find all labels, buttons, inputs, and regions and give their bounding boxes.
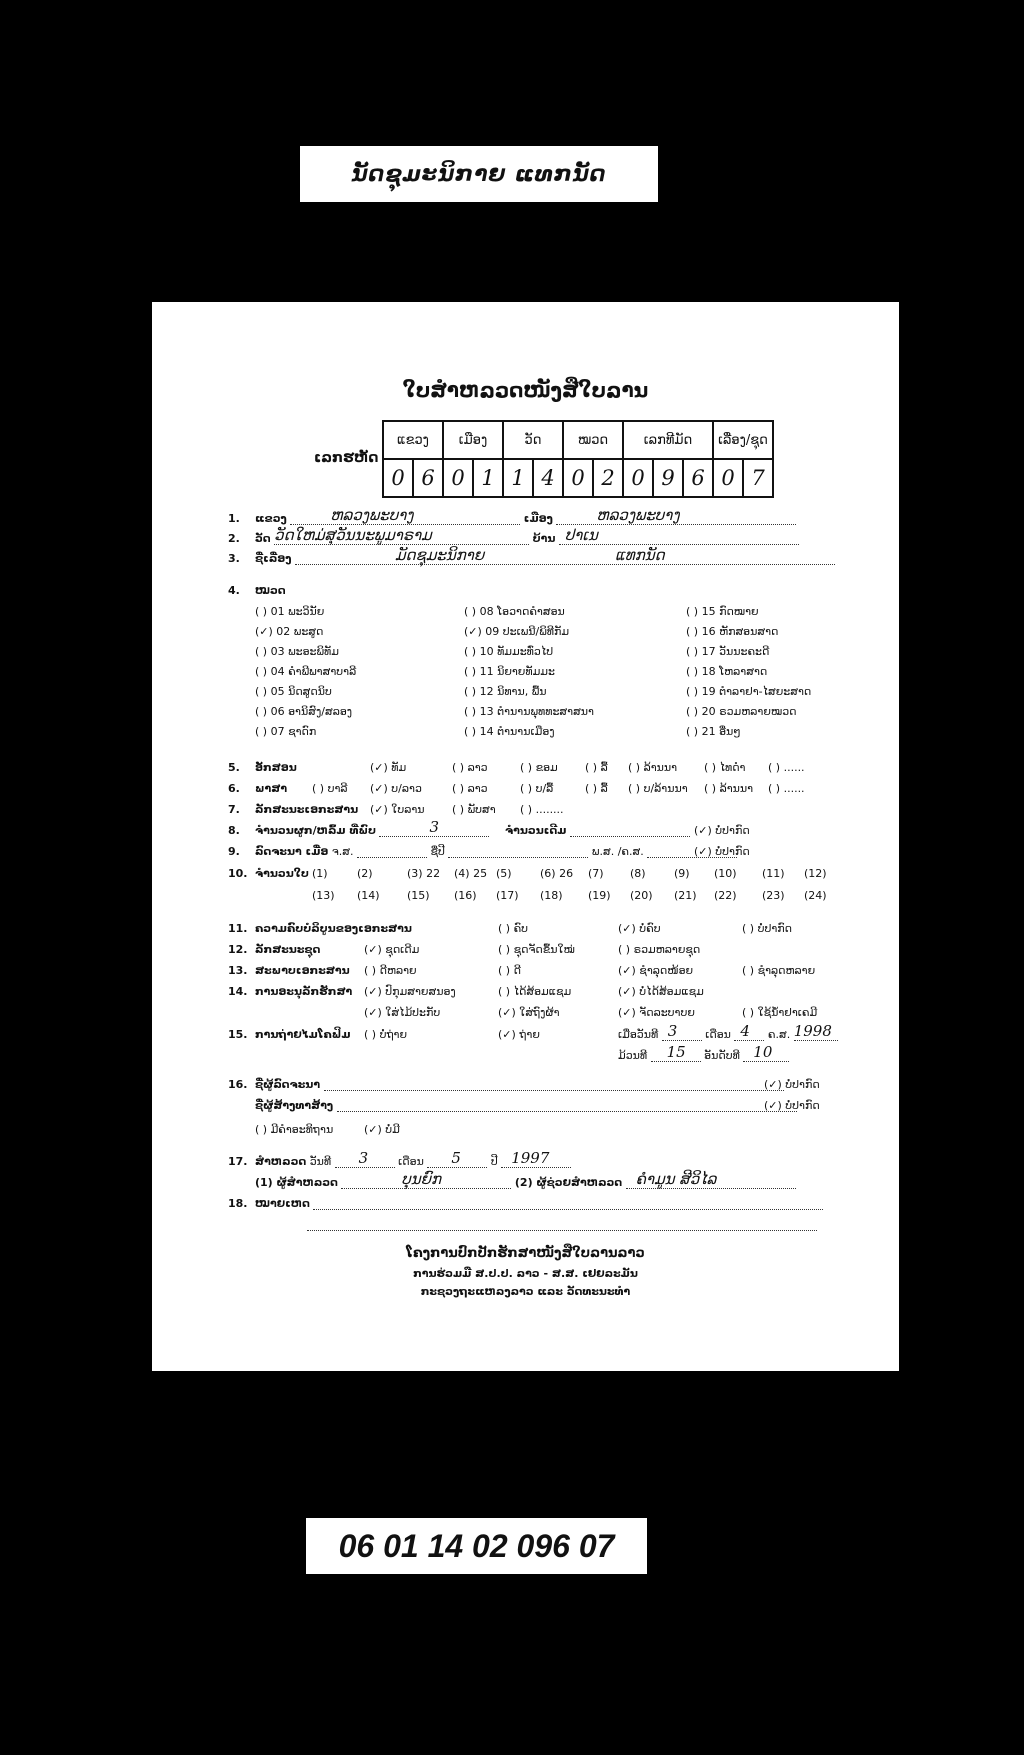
conservation-option: (✓) ປົກຸມສາຍສນອງ (364, 985, 456, 998)
leaf-count: (18) (540, 889, 563, 902)
code-header-cell: ແຂວງ (383, 421, 443, 459)
dedication-option: ( ) ມີຄຳອະທິຖານ (255, 1123, 334, 1136)
leaf-count: (10) (714, 867, 737, 880)
handwritten-surveyor: ບຸນຍົກ (401, 1170, 442, 1188)
category-option: ( ) 05 ນິດສູດນິບ (255, 685, 332, 698)
handwritten-title-2: ແທກນັດ (615, 546, 665, 564)
leaf-count: (24) (804, 889, 827, 902)
handwritten-frame: 10 (753, 1043, 773, 1061)
completeness-label: ຄວາມຄົບບໍລິບູນຂອງເອກະສານ (255, 922, 412, 935)
year-label: ຄ.ສ. (767, 1028, 791, 1041)
handwritten-province: ຫລວງພະບາງ (330, 506, 414, 524)
bundle-count (255, 818, 690, 837)
category-option: ( ) 06 ອານິສົງ/ສລອງ (255, 705, 353, 718)
form-title: ໃບສຳຫລວດໜັງສືໃບລານ (402, 378, 649, 402)
field-number: 2. (228, 532, 240, 545)
handwritten-assistant: ຄຳມູນ ສີວິໄລ (635, 1170, 717, 1188)
survey-form-sheet (152, 302, 899, 1371)
survey-date (255, 1149, 571, 1168)
field-label: ຊື່ຜູ້ລົດຈະນາ (255, 1078, 321, 1091)
field-number: 3. (228, 552, 240, 565)
frame-label: ອັນດັບທີ (704, 1049, 740, 1062)
leaf-count: (21) (674, 889, 697, 902)
field-number: 15. (228, 1028, 248, 1041)
field-number: 11. (228, 922, 248, 935)
code-digit: 6 (413, 459, 443, 497)
microfilm-label: ການຖ່າຍໄມໂຄຟິມ (255, 1028, 351, 1041)
category-option: ( ) 15 ກົດໝາຍ (686, 605, 759, 618)
category-option: ( ) 13 ຕຳນານພຸທທະສາສນາ (464, 705, 594, 718)
code-digit: 0 (623, 459, 653, 497)
bundle-option: (✓) ບໍ່ປາກົດ (694, 824, 750, 837)
category-option: ( ) 07 ຊາດົກ (255, 725, 317, 738)
field-number: 13. (228, 964, 248, 977)
language-option: ( ) ບ/ລື້ (520, 782, 554, 795)
code-digit-row (383, 459, 773, 497)
category-label: ໝວດ (255, 584, 286, 597)
conservation-option: (✓) ໃສ່ຖົງຜ້າ (498, 1006, 560, 1019)
category-option: ( ) 17 ວັນນະຄະດີ (686, 645, 770, 658)
handwritten-temple: ວັດໃຫມ່ສຸວັນນະພູມາຣາມ (274, 526, 432, 544)
script-option: ( ) ໄທດຳ (704, 761, 746, 774)
handwritten-day: 3 (358, 1149, 369, 1167)
footer-line-2: ການຮ່ວມມື ສ.ປ.ປ. ລາວ - ສ.ສ. ເຢຍລະມັນ (413, 1267, 638, 1280)
code-digit: 6 (683, 459, 713, 497)
year-name-label: ຊື່ປີ (430, 845, 445, 858)
conservation-label: ການອະນຸລັກຮັກສາ (255, 985, 353, 998)
cs-label: ຈ.ສ. (331, 845, 354, 858)
leaf-count: (22) (714, 889, 737, 902)
code-digit: 9 (653, 459, 683, 497)
leaf-count: (7) (588, 867, 604, 880)
language-option: ( ) ລາວ (452, 782, 488, 795)
condition-option: ( ) ຊຳລຸດຫລາຍ (742, 964, 816, 977)
handwritten-month: 5 (451, 1149, 461, 1167)
microfilm-date (618, 1022, 838, 1041)
composed-option: (✓) ບໍ່ປາກົດ (694, 845, 750, 858)
leaf-count: (6) 26 (540, 867, 574, 880)
category-option: ( ) 04 ຄຳພີພາສາບາລີ (255, 665, 357, 678)
language-option: ( ) ລ້ານນາ (704, 782, 754, 795)
field-temple (255, 526, 799, 545)
remarks-row (255, 1197, 823, 1210)
set-option: (✓) ຊຸດເດີມ (364, 943, 420, 956)
doc-type-option: ( ) ພັບສາ (452, 803, 496, 816)
conservation-option: ( ) ໄດ້ສ້ອມແຊມ (498, 985, 572, 998)
completeness-option: ( ) ຄົບ (498, 922, 529, 935)
set-option: ( ) ຣວມຫລາຍຊຸດ (618, 943, 701, 956)
script-label: ອັກສອນ (255, 761, 297, 774)
code-digit: 1 (473, 459, 503, 497)
language-option: (✓) ບ/ລາວ (370, 782, 422, 795)
roll-label: ມ້ວນທີ (618, 1049, 648, 1062)
code-digit: 0 (383, 459, 413, 497)
field-number: 7. (228, 803, 240, 816)
field-label: ໝາຍເຫດ (255, 1197, 310, 1210)
footer-line-3: ກະຊວງຖະແຫລງລາວ ແລະ ວັດທະນະທຳ (420, 1285, 631, 1298)
category-option: ( ) 11 ນິຍາຍທັມມະ (464, 665, 555, 678)
condition-option: ( ) ດີ (498, 964, 521, 977)
dedication-option: (✓) ບໍ່ມີ (364, 1123, 400, 1136)
handwritten-month: 4 (740, 1022, 750, 1040)
microfilm-roll (618, 1043, 789, 1062)
language-option: ( ) ບາລີ (312, 782, 348, 795)
handwritten-roll: 15 (666, 1043, 686, 1061)
language-option: ( ) ບ/ລ້ານນາ (628, 782, 688, 795)
set-label: ລັກສະນະຊຸດ (255, 943, 321, 956)
handwritten-bundle-count: 3 (429, 818, 440, 836)
scribe-option: (✓) ບໍ່ປາກົດ (764, 1078, 820, 1091)
date-label: ເມື່ອວັນທີ (618, 1028, 659, 1041)
leaf-count: (16) (454, 889, 477, 902)
field-number: 10. (228, 867, 248, 880)
completeness-option: (✓) ບໍ່ຄົບ (618, 922, 661, 935)
leaf-count: (5) (496, 867, 512, 880)
leaf-count: (4) 25 (454, 867, 488, 880)
field-label: ເມືອງ (523, 512, 553, 525)
day-label: ວັນທີ (309, 1155, 332, 1168)
code-digit: 1 (503, 459, 533, 497)
conservation-option: ( ) ໃຊ້ນ້ຳຢາເຄມີ (742, 1006, 818, 1019)
code-digit: 7 (743, 459, 773, 497)
field-number: 16. (228, 1078, 248, 1091)
code-digit: 0 (443, 459, 473, 497)
doc-type-option: (✓) ໃບລານ (370, 803, 425, 816)
field-province (255, 506, 796, 525)
leaf-count: (13) (312, 889, 335, 902)
field-label: ຊື່ຜູ້ສ້າງທາສ້າງ (255, 1099, 334, 1112)
language-option: ( ) ...... (768, 782, 805, 795)
category-option: ( ) 20 ຣວມຫລາຍໝວດ (686, 705, 797, 718)
code-header-cell: ເລື່ອງ/ຊຸດ (713, 421, 773, 459)
leaf-count: (17) (496, 889, 519, 902)
leaf-count: (3) 22 (407, 867, 441, 880)
microfilm-option: ( ) ບໍ່ຖ່າຍ (364, 1028, 408, 1041)
handwritten-year: 1998 (793, 1022, 832, 1040)
category-option: ( ) 21 ອື່ນໆ (686, 725, 741, 738)
code-label: ເລກຮຫັດ (314, 450, 379, 466)
leaf-count: (1) (312, 867, 328, 880)
field-number: 1. (228, 512, 240, 525)
language-label: ພາສາ (255, 782, 288, 795)
leaf-count: (14) (357, 889, 380, 902)
field-label: ບ້ານ (532, 532, 556, 545)
code-table (382, 420, 774, 498)
category-option: (✓) 02 ພະສູດ (255, 625, 324, 638)
field-label: ຊື່ເລື່ອງ (255, 552, 292, 565)
leaf-count: (11) (762, 867, 785, 880)
header-label: ນັດຊຸມ​ະນິກາຍ ແທກນັດ (300, 146, 658, 202)
handwritten-day: 3 (667, 1022, 678, 1040)
microfilm-option: (✓) ຖ່າຍ (498, 1028, 540, 1041)
catalog-number-label: 06 01 14 02 096 07 (306, 1518, 647, 1574)
category-option: ( ) 01 ພະວິນັຍ (255, 605, 325, 618)
leaf-count: (8) (630, 867, 646, 880)
conservation-option: (✓) ໃສ່ໄມ້ປະກັບ (364, 1006, 441, 1019)
scribe-row (255, 1078, 784, 1091)
leaf-count-label: ຈຳນວນໃບ (255, 867, 309, 880)
code-digit: 0 (563, 459, 593, 497)
code-digit: 2 (593, 459, 623, 497)
handwritten-year: 1997 (511, 1149, 550, 1167)
sponsor-option: (✓) ບໍ່ປາກົດ (764, 1099, 820, 1112)
conservation-option: (✓) ບໍ່ໄດ້ສ້ອມແຊມ (618, 985, 704, 998)
category-option: ( ) 12 ນິທານ, ພື້ນ (464, 685, 547, 698)
field-number: 6. (228, 782, 240, 795)
category-option: (✓) 09 ປະເພນີ/ພິທີກັມ (464, 625, 570, 638)
handwritten-city: ຫລວງພະບາງ (596, 506, 680, 524)
assistant-surveyor-label: (2) ຜູ້ຊ່ວຍສຳຫລວດ (514, 1176, 623, 1189)
code-header-cell: ໝວດ (563, 421, 623, 459)
leaf-count: (15) (407, 889, 430, 902)
month-label: ເດືອນ (398, 1155, 424, 1168)
code-digit: 4 (533, 459, 563, 497)
doc-type-label: ລັກສະນະເອກະສານ (255, 803, 359, 816)
code-header-cell: ເລກທີມັດ (623, 421, 713, 459)
category-option: ( ) 03 ພະອະພິທັມ (255, 645, 339, 658)
category-option: ( ) 08 ໂອວາດຄຳສອນ (464, 605, 565, 618)
footer-line-1: ໂຄງການປົກປັກຮັກສາໜັງສືໃບລານລາວ (406, 1246, 645, 1261)
handwritten-village: ປາເນ (564, 526, 598, 544)
field-title (255, 546, 835, 565)
category-option: ( ) 16 ຫັກສອນສາດ (686, 625, 779, 638)
language-option: ( ) ລື້ (585, 782, 608, 795)
sponsor-row (255, 1099, 797, 1112)
composed-date (255, 845, 737, 858)
set-option: ( ) ຊຸດຈັດຂຶ້ນໃໝ່ (498, 943, 575, 956)
script-option: ( ) ຂອມ (520, 761, 558, 774)
leaf-count: (2) (357, 867, 373, 880)
field-label: ສຳຫລວດ (255, 1155, 307, 1168)
leaf-count: (20) (630, 889, 653, 902)
script-option: ( ) ລ້ານນາ (628, 761, 678, 774)
surveyors (255, 1170, 796, 1189)
field-number: 4. (228, 584, 240, 597)
leaf-count: (9) (674, 867, 690, 880)
handwritten-title: ມັດຊຸມະນິກາຍ (395, 546, 485, 564)
field-number: 18. (228, 1197, 248, 1210)
field-number: 14. (228, 985, 248, 998)
script-option: ( ) ...... (768, 761, 805, 774)
field-number: 5. (228, 761, 240, 774)
code-header-cell: ເມືອງ (443, 421, 503, 459)
category-option: ( ) 19 ຕຳລາຢາ-ໄສຍະສາດ (686, 685, 812, 698)
field-label: ແຂວງ (255, 512, 287, 525)
category-option: ( ) 10 ທັມມະທົ່ວໄປ (464, 645, 554, 658)
code-header-row (383, 421, 773, 459)
condition-option: (✓) ຊຳລຸດໜ້ອຍ (618, 964, 694, 977)
doc-type-option: ( ) ........ (520, 803, 564, 816)
field-label: ວັດ (255, 532, 271, 545)
field-number: 8. (228, 824, 240, 837)
condition-option: ( ) ດີຫລາຍ (364, 964, 417, 977)
year-label: ປີ (490, 1155, 498, 1168)
field-label: ຈຳນວນເດີມ (504, 824, 567, 837)
field-number: 12. (228, 943, 248, 956)
field-label: ຈຳນວນຜູກ/ຫລົ້ມ ທີ່ພົບ (255, 824, 376, 837)
condition-label: ສະພາບເອກະສານ (255, 964, 350, 977)
category-option: ( ) 18 ໂຫລາສາດ (686, 665, 768, 678)
script-option: (✓) ທັມ (370, 761, 407, 774)
remarks-line-2 (307, 1218, 817, 1231)
code-digit: 0 (713, 459, 743, 497)
leaf-count: (23) (762, 889, 785, 902)
script-option: ( ) ລາວ (452, 761, 488, 774)
leaf-count: (12) (804, 867, 827, 880)
leaf-count: (19) (588, 889, 611, 902)
completeness-option: ( ) ບໍ່ປາກົດ (742, 922, 792, 935)
month-label: ເດືອນ (705, 1028, 731, 1041)
surveyor-label: (1) ຜູ້ສຳຫລວດ (255, 1176, 338, 1189)
script-option: ( ) ລື້ (585, 761, 608, 774)
field-number: 9. (228, 845, 240, 858)
category-option: ( ) 14 ຕຳນານເມືອງ (464, 725, 555, 738)
field-label: ລົດຈະນາ ເມື່ອ (255, 845, 329, 858)
code-header-cell: ວັດ (503, 421, 563, 459)
be-label: ພ.ສ. /ຄ.ສ. (591, 845, 644, 858)
conservation-option: (✓) ຈັດລະບາບຍ (618, 1006, 695, 1019)
field-number: 17. (228, 1155, 248, 1168)
